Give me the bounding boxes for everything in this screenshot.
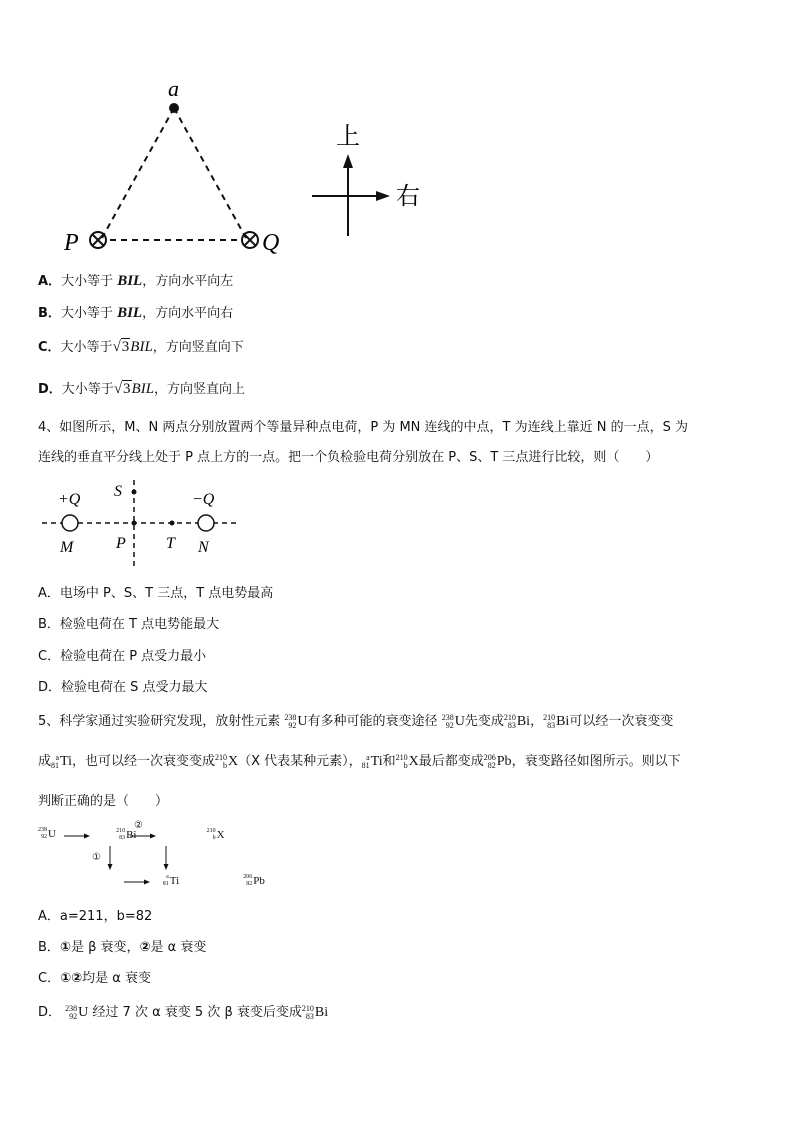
charges-figure bbox=[38, 476, 258, 572]
isotope-x: 210 b X bbox=[395, 753, 419, 770]
label-q: Q bbox=[262, 230, 280, 256]
q3-option-a[interactable]: A．大小等于 BIL，方向水平向左 bbox=[38, 273, 234, 289]
q3-option-d[interactable]: D．大小等于√3BIL，方向竖直向上 bbox=[38, 381, 246, 397]
isotope-ti: a 81 Ti bbox=[361, 753, 383, 770]
decay-diagram bbox=[38, 820, 265, 892]
label-a: a bbox=[168, 76, 179, 101]
q5-option-a[interactable]: A．a=211，b=82 bbox=[38, 909, 153, 924]
charge-m-icon bbox=[62, 515, 78, 531]
q4-option-b[interactable]: B．检验电荷在 T 点电势能最大 bbox=[38, 617, 220, 632]
isotope-bi210: 210 83 Bi bbox=[301, 1004, 329, 1021]
label-up: 上 bbox=[336, 122, 360, 150]
line-a-p bbox=[102, 108, 174, 238]
charge-n-icon bbox=[198, 515, 214, 531]
label-plus-q: +Q bbox=[58, 491, 81, 508]
point-p bbox=[132, 521, 137, 526]
label-minus-q: −Q bbox=[192, 491, 215, 508]
q5-stem-line2: 成 a 81 Ti，也可以经一次衰变变成 210 b X（X 代表某种元素）， a 81 Ti和 210 b X最后都变成 206 82 Pb，衰变路径如图所示。则以下 bbox=[38, 753, 681, 770]
q4-option-a[interactable]: A．电场中 P、S、T 三点，T 点电势最高 bbox=[38, 586, 274, 601]
sqrt-expression: √3BIL bbox=[113, 381, 155, 397]
current-into-page-icon-p bbox=[90, 232, 106, 248]
point-t bbox=[170, 521, 175, 526]
point-a bbox=[169, 103, 179, 113]
diagram-u238: 238 92 U bbox=[38, 827, 56, 841]
q4-stem-line2: 连线的垂直平分线上处于 P 点上方的一点。把一个负检验电荷分别放在 P、S、T 三点进行比较，则（ ） bbox=[38, 450, 659, 465]
diagram-x: 210 b X bbox=[206, 828, 225, 842]
diagram-ti: a 81 Ti bbox=[162, 874, 180, 888]
label-p: P bbox=[64, 230, 79, 256]
diagram-arrows bbox=[38, 820, 198, 892]
diagram-pb206: 206 82 Pb bbox=[243, 874, 265, 888]
q4-option-c[interactable]: C．检验电荷在 P 点受力最小 bbox=[38, 649, 207, 664]
line-a-q bbox=[174, 108, 246, 238]
isotope-ti: a 81 Ti bbox=[51, 753, 72, 770]
label-right: 右 bbox=[396, 182, 420, 210]
label-m: M bbox=[60, 539, 74, 556]
q4-stem-line1: 4、如图所示，M、N 两点分别放置两个等量异种点电荷，P 为 MN 连线的中点，T 为连线上靠近 N 的一点，S 为 bbox=[38, 420, 688, 435]
q5-option-c[interactable]: C．①②均是 α 衰变 bbox=[38, 971, 151, 986]
label-t: T bbox=[166, 535, 175, 552]
diagram-bi210: 210 83 Bi bbox=[116, 828, 137, 842]
label-s: S bbox=[114, 483, 122, 500]
isotope-x: 210 b X bbox=[214, 753, 239, 770]
isotope-bi210: 210 83 Bi bbox=[543, 713, 570, 730]
isotope-u238: 238 92 U bbox=[284, 713, 308, 730]
direction-indicator bbox=[312, 154, 390, 236]
sqrt-expression: √3BIL bbox=[112, 339, 153, 355]
label-p: P bbox=[116, 535, 126, 552]
isotope-pb206: 206 82 Pb bbox=[483, 753, 512, 770]
current-into-page-icon-q bbox=[242, 232, 258, 248]
q5-option-d[interactable]: D． 238 92 U 经过 7 次 α 衰变 5 次 β 衰变后变成 210 83 Bi bbox=[38, 1004, 329, 1021]
isotope-bi210: 210 83 Bi bbox=[503, 713, 531, 730]
triangle-figure bbox=[50, 72, 430, 262]
q3-option-c[interactable]: C．大小等于√3BIL，方向竖直向下 bbox=[38, 339, 244, 355]
label-n: N bbox=[198, 539, 209, 556]
q3-option-b[interactable]: B．大小等于 BIL，方向水平向右 bbox=[38, 305, 234, 321]
q5-stem-line3: 判断正确的是（ ） bbox=[38, 794, 169, 809]
isotope-u238: 238 92 U bbox=[65, 1004, 89, 1021]
q4-option-d[interactable]: D．检验电荷在 S 点受力最大 bbox=[38, 680, 208, 695]
diagram-step-2: ② bbox=[134, 820, 143, 831]
point-s bbox=[132, 490, 137, 495]
q5-option-b[interactable]: B．①是 β 衰变，②是 α 衰变 bbox=[38, 940, 207, 955]
q5-stem-line1: 5、科学家通过实验研究发现，放射性元素 238 92 U有多种可能的衰变途径 238 92 U先变成 210 83 Bi， 210 83 Bi可以经一次衰变变 bbox=[38, 713, 674, 730]
isotope-u238: 238 92 U bbox=[441, 713, 465, 730]
diagram-step-1: ① bbox=[92, 852, 101, 863]
